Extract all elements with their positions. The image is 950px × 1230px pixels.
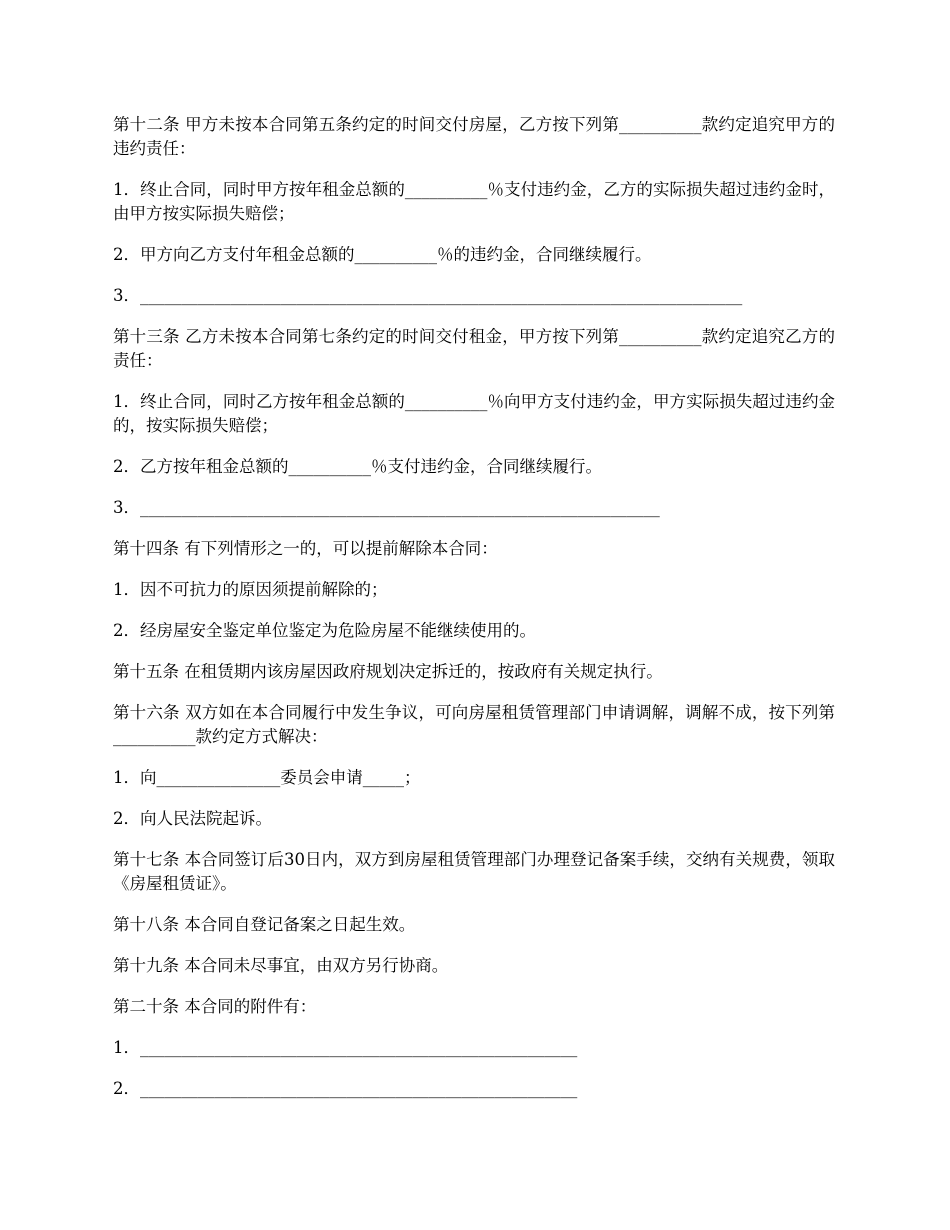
- article-13-item-3: 3．_______________________________________________________________: [113, 498, 660, 517]
- article-12-item-3: 3．_________________________________________________________________________: [113, 286, 743, 305]
- article-16-item-1: 1．向_______________委员会申请_____；: [113, 768, 421, 787]
- article-13-item-2: 2．乙方按年租金总额的__________％支付违约金，合同继续履行。: [113, 457, 602, 476]
- article-14-item-2: 2．经房屋安全鉴定单位鉴定为危险房屋不能继续使用的。: [113, 621, 536, 640]
- article-17: 第十七条 本合同签订后30日内，双方到房屋租赁管理部门办理登记备案手续，交纳有关规费，领取《房屋租赁证》。: [113, 850, 835, 893]
- article-20-item-1: 1．_____________________________________________________: [113, 1038, 578, 1057]
- article-19: 第十九条 本合同未尽事宜，由双方另行协商。: [113, 956, 449, 975]
- article-20: 第二十条 本合同的附件有：: [113, 997, 317, 1016]
- article-12: 第十二条 甲方未按本合同第五条约定的时间交付房屋，乙方按下列第__________款约定追究甲方的违约责任：: [113, 115, 835, 158]
- article-16: 第十六条 双方如在本合同履行中发生争议，可向房屋租赁管理部门申请调解，调解不成，按下列第__________款约定方式解决：: [113, 703, 835, 746]
- article-12-item-2: 2．甲方向乙方支付年租金总额的__________％的违约金，合同继续履行。: [113, 245, 652, 264]
- article-13: 第十三条 乙方未按本合同第七条约定的时间交付租金，甲方按下列第__________款约定追究乙方的责任：: [113, 327, 835, 370]
- article-14: 第十四条 有下列情形之一的，可以提前解除本合同：: [113, 539, 498, 558]
- article-15: 第十五条 在租赁期内该房屋因政府规划决定拆迁的，按政府有关规定执行。: [113, 662, 663, 681]
- article-20-item-2: 2．_____________________________________________________: [113, 1079, 578, 1098]
- document-page: [113, 113, 835, 1118]
- article-12-item-1: 1．终止合同，同时甲方按年租金总额的__________％支付违约金，乙方的实际损失超过违约金时，由甲方按实际损失赔偿；: [113, 180, 835, 223]
- article-13-item-1: 1．终止合同，同时乙方按年租金总额的__________％向甲方支付违约金，甲方实际损失超过违约金的，按实际损失赔偿；: [113, 392, 835, 435]
- article-16-item-2: 2．向人民法院起诉。: [113, 809, 272, 828]
- article-14-item-1: 1．因不可抗力的原因须提前解除的；: [113, 580, 388, 599]
- article-18: 第十八条 本合同自登记备案之日起生效。: [113, 915, 416, 934]
